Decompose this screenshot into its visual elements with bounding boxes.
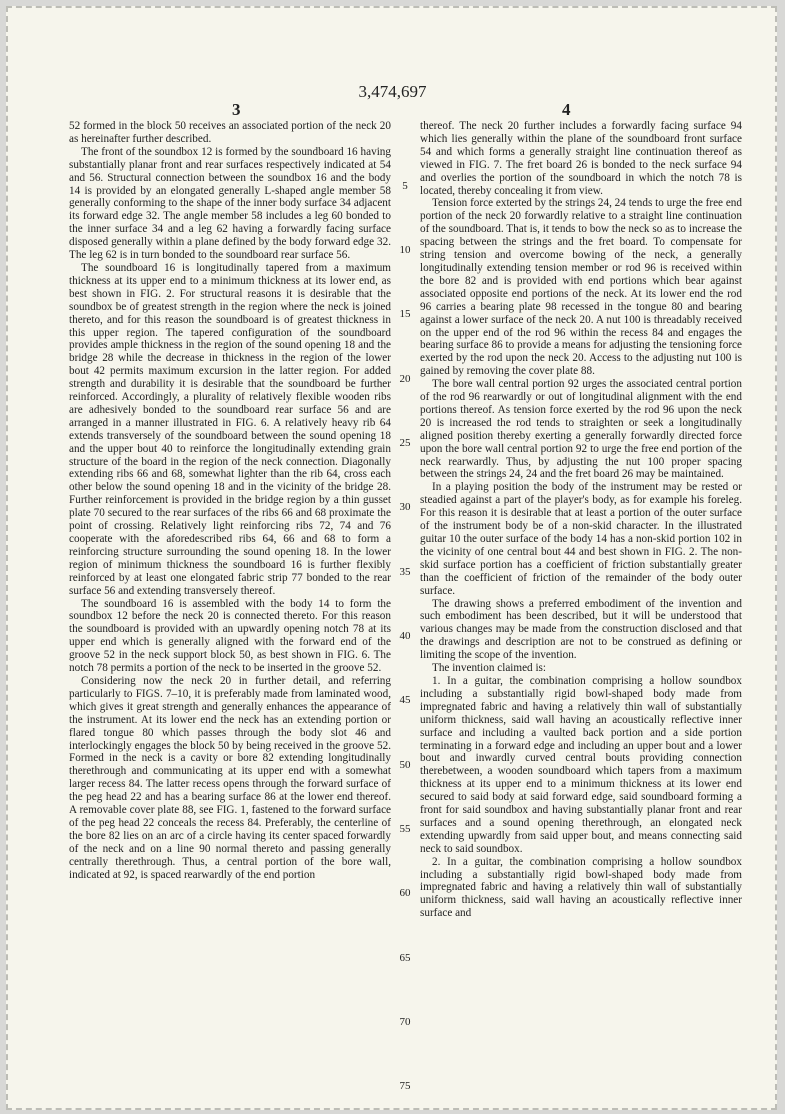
- claim: 1. In a guitar, the combination comprising a hollow soundbox including a substantially rigid bowl-shaped body made from impregnated fabric and having a relatively thin wall of substantially uniform thickness, said wall having an acoustically reflective inner surface and including a vaulted back portion and a side portion terminating in a forward edge and including an upper bout and a lower bout and inwardly curved central bouts providing connection therebetween, a wooden soundboard which tapers from a maximum thickness at its upper end to a minimum thickness at its lower end secured to said body at said forward edge, said soundboard forming a front for said soundbox and having substantially planar front and rear surfaces and a sound opening therethrough, an elongated neck extending upwardly from said upper bout, and means connecting said neck to said soundbox.: [420, 674, 742, 855]
- line-number: 25: [399, 437, 411, 449]
- paragraph: The soundboard 16 is longitudinally tapered from a maximum thickness at its upper end to a minimum thickness at its lower end, as best shown in FIG. 2. For structural reasons it is desirable that the soundbox be of greatest strength in the region where the neck is joined thereto, and for this reason the soundboard is of greatest thickness in this upper region. The tapered configuration of the soundboard provides ample thickness in the region of the sound opening 18 and the bridge 28 while the decrease in thickness in the region of the lower bout 42 permits maximum excursion in the latter region. For added strength and durability it is desirable that the soundboard be further reinforced. Accordingly, a plurality of relatively flexible wooden ribs are adhesively bonded to the soundboard rear surface 56 and are arranged in a manner illustrated in FIG. 6. A relatively heavy rib 64 extends transversely of the soundboard between the sound opening 18 and the upper bout 40 to reinforce the longitudinally extending grain structure of the board in the region of the neck connection. Diagonally extending ribs 66 and 68, somewhat lighter than the rib 64, cross each other below the sound opening 18 and in the vicinity of the bridge 28. Further reinforcement is provided in the bridge region by a thin gusset plate 70 secured to the rear surfaces of the ribs 66 and 68 proximate the point of crossing. Relatively light reinforcing ribs 72, 74 and 76 cooperate with the aforedescribed ribs 64, 66 and 68 to form a reinforcing structure surrounding the sound opening 18. In the lower region of minimum thickness the soundboard 16 is further flexibly reinforced by at least one elongated fabric strip 77 bonded to the rear surface 56 and extending transversely thereof.: [69, 261, 391, 597]
- patent-number: 3,474,697: [358, 82, 427, 101]
- line-number: 45: [399, 694, 411, 706]
- paragraph: The drawing shows a preferred embodiment of the invention and such embodiment has been described, but it will be understood that various changes may be made from the construction disclosed and that the drawings and description are not to be construed as defining or limiting the scope of the invention.: [420, 597, 742, 662]
- line-number: 60: [399, 887, 411, 899]
- paragraph: Tension force exterted by the strings 24, 24 tends to urge the free end portion of the neck 20 forwardly relative to a straight line continuation of the soundboard. That is, it tends to bow the neck so as to increase the spacing between the strings and the fret board. To compensate for string tension and overcome bowing of the neck, a generally longitudinally extending tension member or rod 96 is received within the bore 82 and is provided with end portions which bear against associated opposite end portions of the neck. At its lower end the rod 96 carries a bearing plate 98 recessed in the tongue 80 and bearing against a lower surface of the neck 20. A nut 100 is threadably received on the upper end of the rod 96 within the recess 84 and engages the bearing surface 86 to provide a means for adjusting the tensioning force exerted by the rod upon the neck 20. Access to the adjusting nut 100 is gained by removing the cover plate 88.: [420, 197, 742, 378]
- line-number: 75: [399, 1080, 411, 1092]
- line-number: 15: [399, 308, 411, 320]
- paragraph: 52 formed in the block 50 receives an associated portion of the neck 20 as hereinafter further described.: [69, 120, 391, 145]
- line-number: 70: [399, 1016, 411, 1028]
- line-number: 30: [399, 501, 411, 513]
- paragraph: thereof. The neck 20 further includes a forwardly facing surface 94 which lies generally within the plane of the soundboard front surface 54 and which forms a generally straight line continuation thereof as viewed in FIG. 7. The fret board 26 is bonded to the neck surface 94 and overlies the portion of the soundboard in which the notch 78 is located, thereby concealing it from view.: [420, 120, 742, 197]
- left-column-number: 3: [232, 100, 241, 119]
- paragraph: Considering now the neck 20 in further detail, and referring particularly to FIGS. 7–10, it is preferably made from laminated wood, which gives it great strength and generally enhances the appearance of the instrument. At its lower end the neck has an extending portion or flared tongue 80 which passes through the body slot 46 and interlockingly engages the block 50 by being received in the groove 52. Formed in the neck is a cavity or bore 82 extending longitudinally therethrough and communicating at its upper end with a somewhat larger recess 84. The latter recess opens through the forward surface of the peg head 22 and has a bearing surface 86 at the lower end thereof. A removable cover plate 88, see FIG. 1, fastened to the forward surface of the peg head 22 conceals the recess 84. Preferably, the centerline of the bore 82 lies on an arc of a circle having its center spaced forwardly of the neck and on a line 90 normal thereto and passing generally centrally therethrough. Thus, a central portion of the bore wall, indicated at 92, is spaced rearwardly of the end portion: [69, 674, 391, 881]
- paragraph: The soundboard 16 is assembled with the body 14 to form the soundbox 12 before the neck 20 is connected thereto. For this reason the soundboard is provided with an upwardly opening notch 78 at its upper end which is generally aligned with the forward end of the groove 52 in the neck support block 50, as best shown in FIG. 6. The notch 78 permits a portion of the neck to be inserted in the groove 52.: [69, 597, 391, 675]
- paragraph: The bore wall central portion 92 urges the associated central portion of the rod 96 rearwardly or out of longitudinal alignment with the end portions thereof. As tension force exerted by the rod 96 upon the neck 20 is increased the rod tends to straighten or seek a longitudinally aligned position thereby exerting a generally forwardly directed force upon the bore wall central portion 92 to urge the free end portion of the neck rearwardly. Thus, by adjusting the nut 100 proper spacing between the strings 24, 24 and the fret board 26 may be maintained.: [420, 378, 742, 481]
- right-column-text: [420, 120, 742, 920]
- right-column-number: 4: [562, 100, 571, 119]
- line-number: 5: [402, 180, 408, 192]
- line-number: 10: [399, 244, 411, 256]
- line-number: 65: [399, 952, 411, 964]
- line-number: 50: [399, 759, 411, 771]
- line-number: 20: [399, 373, 411, 385]
- line-number: 55: [399, 823, 411, 835]
- claim: 2. In a guitar, the combination comprising a hollow soundbox including a substantially rigid bowl-shaped body made from impregnated fabric and having a relatively thin wall of substantially uniform thickness, said wall having an acoustically reflective inner surface and: [420, 855, 742, 920]
- line-number: 40: [399, 630, 411, 642]
- paragraph: The front of the soundbox 12 is formed by the soundboard 16 having substantially planar front and rear surfaces respectively indicated at 54 and 56. Structural connection between the soundbox 16 and the body 14 is provided by an elongated generally L-shaped angle member 58 generally conforming to the shape of the inner body surface 34 adjacent its forward edge 32. The angle member 58 includes a leg 60 bonded to the inner surface 34 and a leg 62 having a forwardly facing surface disposed generally within a plane defined by the body forward edge 32. The leg 62 is in turn bonded to the soundboard rear surface 56.: [69, 145, 391, 262]
- line-number: 35: [399, 566, 411, 578]
- left-column-text: [69, 120, 391, 881]
- paragraph: In a playing position the body of the instrument may be rested or steadied against a part of the player's body, as for example his foreleg. For this reason it is desirable that at least a portion of the outer surface of the instrument body be of a non-skid character. In the illustrated guitar 10 the outer surface of the body 14 has a non-skid portion 102 in the vicinity of one central bout 44 and best shown in FIG. 2. The non-skid surface portion has a coefficient of friction substantially greater than the coefficient of friction of the remainder of the body outer surface.: [420, 481, 742, 597]
- claims-heading: The invention claimed is:: [432, 662, 547, 675]
